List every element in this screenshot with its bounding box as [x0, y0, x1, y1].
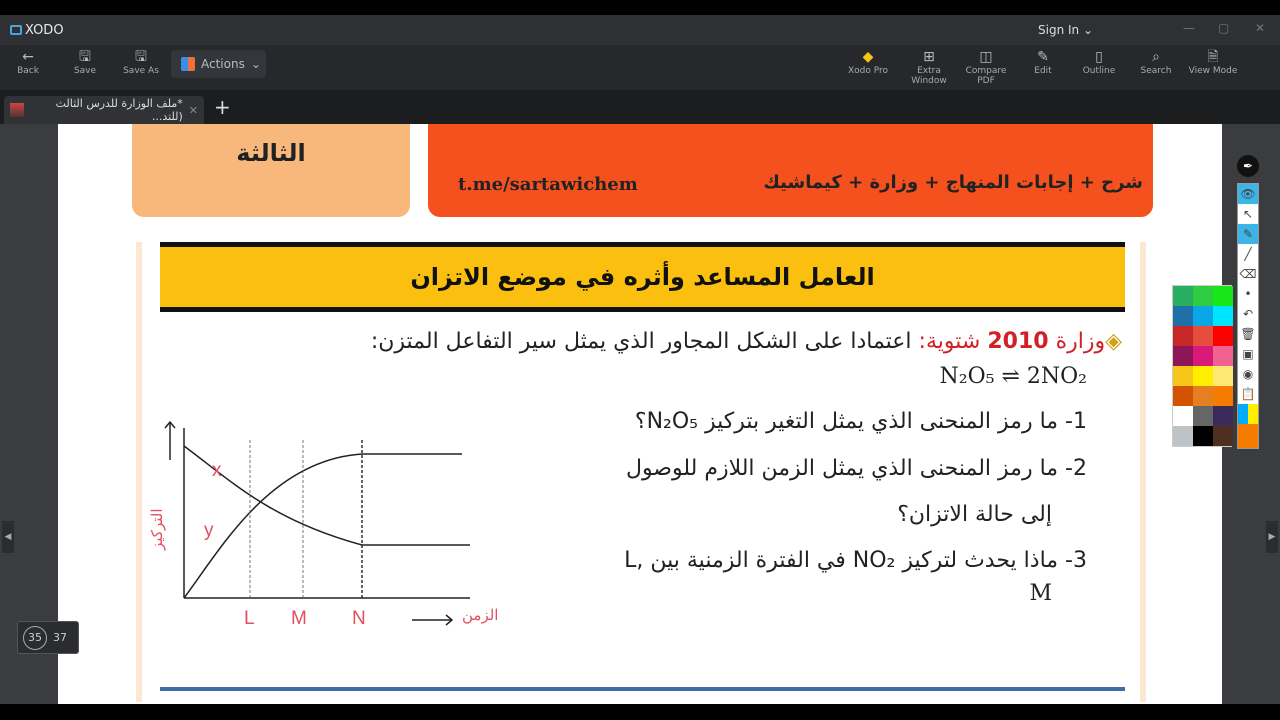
eraser-icon[interactable]: ⌫	[1239, 267, 1257, 281]
extra-window-button[interactable]	[901, 49, 957, 86]
outline-label: Outline	[1082, 66, 1116, 76]
save-as-icon: 🖫	[135, 49, 147, 65]
y-axis-label: التركيز	[149, 508, 166, 550]
save-as-label: Save As	[123, 66, 159, 76]
section-banner: العامل المساعد وأثره في موضع الاتزان	[160, 242, 1125, 312]
save-as-button[interactable]	[113, 49, 169, 76]
prev-page-arrow[interactable]: ◀	[2, 521, 14, 553]
color-swatch[interactable]	[1213, 286, 1233, 306]
color-swatch[interactable]	[1173, 426, 1193, 446]
clipboard-icon[interactable]: 📋	[1240, 387, 1256, 401]
question-3: 3- ماذا يحدث لتركيز NO₂ في الفترة الزمنية بين ,L	[624, 548, 1087, 573]
total-pages: 37	[53, 631, 67, 644]
page-counter[interactable]	[17, 621, 79, 654]
color-swatch[interactable]	[1193, 406, 1213, 426]
minimize-button[interactable]: —	[1183, 21, 1195, 35]
save-button[interactable]	[57, 49, 113, 76]
arrow-left-icon: ←	[22, 49, 34, 65]
close-tab-icon[interactable]: ✕	[188, 103, 198, 117]
color-swatch[interactable]	[1193, 306, 1213, 326]
section-divider	[160, 687, 1125, 691]
edit-label: Edit	[1034, 66, 1052, 76]
app-logo	[10, 23, 64, 38]
current-page[interactable]: 35	[23, 626, 47, 650]
next-page-arrow[interactable]: ▶	[1266, 521, 1278, 553]
color-palette	[1172, 285, 1232, 447]
maximize-button[interactable]: ▢	[1218, 21, 1230, 35]
view-mode-label: View Mode	[1188, 66, 1238, 76]
channel-link: t.me/sartawichem	[458, 174, 638, 195]
compare-pdf-label: Compare PDF	[965, 66, 1007, 86]
color-swatch[interactable]	[1193, 426, 1213, 446]
search-label: Search	[1140, 66, 1172, 76]
view-mode-button[interactable]	[1185, 49, 1241, 76]
document-tab[interactable]	[4, 96, 204, 124]
cursor-icon[interactable]: ↖	[1242, 207, 1254, 221]
view-mode-icon: 🗎	[1207, 49, 1219, 65]
close-window-button[interactable]: ✕	[1255, 21, 1266, 35]
header-card	[428, 124, 1153, 217]
undo-icon[interactable]: ↶	[1242, 307, 1254, 321]
eye-icon[interactable]: 👁	[1238, 184, 1258, 204]
actions-label: Actions	[201, 57, 245, 71]
question-intro	[371, 329, 1122, 354]
compare-pdf-button[interactable]	[958, 49, 1014, 86]
sign-in-label: Sign In	[1038, 23, 1080, 37]
color-swatch[interactable]	[1213, 406, 1233, 426]
edit-button[interactable]	[1015, 49, 1071, 76]
page-border-right	[1140, 242, 1146, 702]
question-2: 2- ما رمز المنحنى الذي يمثل الزمن اللازم للوصول	[625, 456, 1087, 481]
question-season: شتوية:	[918, 329, 981, 354]
color-swatch[interactable]	[1213, 386, 1233, 406]
actions-dropdown[interactable]	[171, 50, 266, 78]
question-text: اعتمادا على الشكل المجاور الذي يمثل سير التفاعل المتزن:	[370, 329, 912, 354]
tick-label-M: M	[291, 608, 307, 629]
concentration-time-graph	[140, 410, 520, 640]
extra-window-icon: ⊞	[923, 49, 935, 65]
current-color-swatch[interactable]	[1238, 424, 1258, 448]
tab-bar	[0, 90, 1280, 124]
x-axis-label: الزمن	[462, 607, 499, 624]
question-year: 2010	[987, 329, 1049, 354]
lesson-card: الثالثة	[132, 124, 410, 217]
color-swatch[interactable]	[1213, 326, 1233, 346]
tab-title: *ملف الوزارة للدرس الثالث (للتد...	[55, 97, 183, 123]
document-viewer	[0, 124, 1280, 704]
camera-icon[interactable]: ◉	[1242, 367, 1254, 381]
pdf-thumbnail-icon	[10, 103, 24, 117]
save-label: Save	[73, 66, 97, 76]
tick-label-L: L	[244, 608, 255, 629]
vip-tag-icon: ◈	[1105, 329, 1122, 354]
sign-in-button[interactable]: Sign In ⌄	[1038, 23, 1094, 37]
main-toolbar	[0, 45, 1280, 90]
color-swatch[interactable]	[1193, 366, 1213, 386]
color-swatch[interactable]	[1173, 346, 1193, 366]
compare-icon: ◫	[979, 49, 993, 65]
highlighter-icon[interactable]: ✎	[1238, 224, 1258, 244]
color-swatch[interactable]	[1173, 306, 1193, 326]
outline-button[interactable]	[1071, 49, 1127, 76]
question-3-cont: M	[1029, 581, 1052, 606]
question-2-cont: إلى حالة الاتزان؟	[897, 502, 1052, 527]
curve-y	[184, 454, 462, 598]
extra-window-label: Extra Window	[911, 66, 947, 86]
dot-icon[interactable]: •	[1244, 287, 1252, 301]
color-swatch[interactable]	[1193, 386, 1213, 406]
color-swatch[interactable]	[1193, 346, 1213, 366]
xodo-pro-button[interactable]	[840, 49, 896, 76]
color-swatch[interactable]	[1173, 286, 1193, 306]
search-icon: ⌕	[1152, 49, 1160, 65]
pen-tool-icon[interactable]: ✒	[1237, 155, 1259, 177]
curve-label-y: y	[204, 520, 214, 541]
search-button[interactable]	[1128, 49, 1184, 76]
tick-label-N: N	[352, 608, 366, 629]
color-swatch[interactable]	[1193, 286, 1213, 306]
color-swatch[interactable]	[1213, 346, 1233, 366]
color-swatch[interactable]	[1213, 306, 1233, 326]
color-swatch[interactable]	[1213, 426, 1233, 446]
color-picker-icon[interactable]	[1238, 404, 1258, 424]
chevron-down-icon: ⌄	[250, 57, 261, 71]
edit-icon: ✎	[1037, 49, 1049, 65]
back-label: Back	[17, 66, 39, 76]
pdf-page	[58, 124, 1222, 704]
curve-label-x: x	[212, 460, 222, 481]
new-tab-button[interactable]: +	[214, 95, 231, 119]
title-bar	[0, 15, 1280, 45]
equation: N₂O₅ ⇌ 2NO₂	[939, 364, 1087, 389]
outline-icon: ▯	[1095, 49, 1103, 65]
app-name: XODO	[25, 22, 64, 38]
question-1: 1- ما رمز المنحنى الذي يمثل التغير بتركيز N₂O₅؟	[634, 409, 1087, 434]
xodo-pro-label: Xodo Pro	[847, 66, 889, 76]
color-swatch[interactable]	[1173, 326, 1193, 346]
header-subtitle: شرح + إجابات المنهاج + وزارة + كيماشيك	[763, 172, 1143, 193]
back-button[interactable]	[0, 49, 56, 76]
line-icon[interactable]: ╱	[1244, 247, 1252, 261]
crown-icon: ◆	[862, 49, 874, 65]
color-swatch[interactable]	[1173, 366, 1193, 386]
actions-icon	[181, 57, 195, 71]
question-source: وزارة	[1055, 329, 1106, 354]
color-swatch[interactable]	[1193, 326, 1213, 346]
xodo-logo-icon	[10, 25, 22, 35]
annotation-toolbar	[1237, 155, 1259, 449]
save-icon: 🖫	[79, 49, 91, 65]
color-swatch[interactable]	[1173, 386, 1193, 406]
board-icon[interactable]: ▣	[1242, 347, 1254, 361]
color-swatch[interactable]	[1213, 366, 1233, 386]
color-swatch[interactable]	[1173, 406, 1193, 426]
trash-icon[interactable]: 🗑	[1240, 327, 1256, 341]
